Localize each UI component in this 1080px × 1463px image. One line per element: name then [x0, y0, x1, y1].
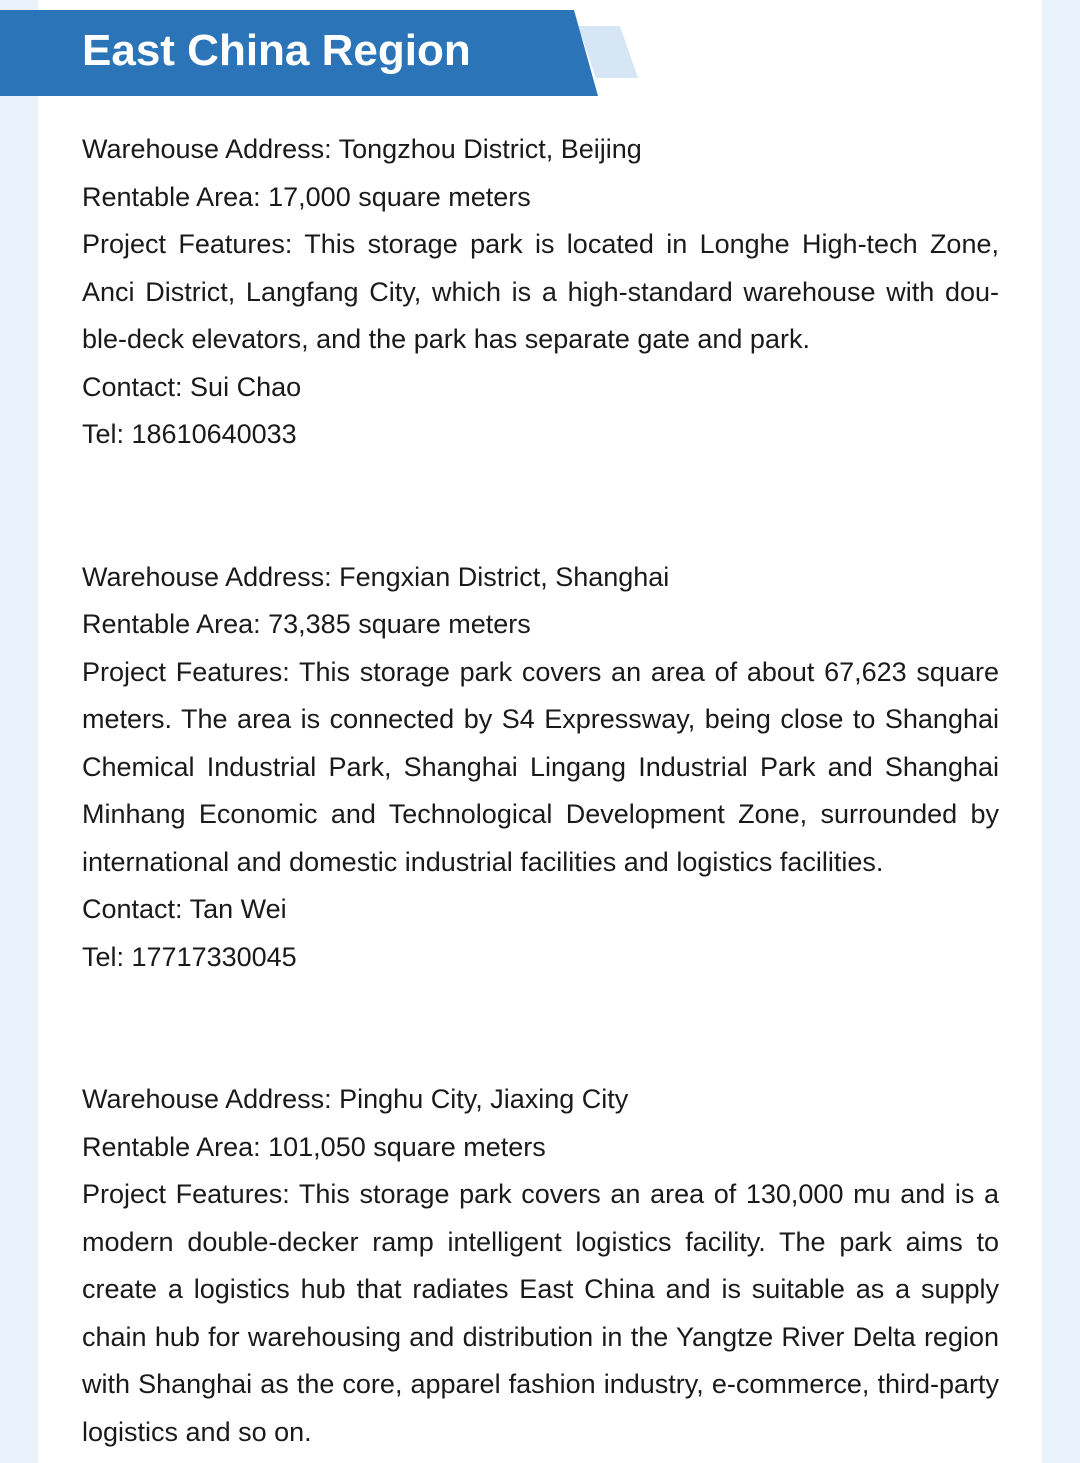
contact-name: Contact: Tan Wei	[82, 894, 287, 924]
warehouse-entry-beijing	[82, 126, 999, 459]
contact-name: Contact: Sui Chao	[82, 371, 302, 402]
left-side-panel	[0, 0, 38, 1463]
contact-tel: Tel: 18610640033	[82, 419, 297, 449]
warehouse-list	[82, 126, 999, 1456]
warehouse-address: Warehouse Address: Fengxian District, Shanghai	[82, 561, 670, 592]
rentable-area: Rentable Area: 17,000 square meters	[82, 181, 531, 212]
contact-tel: Tel: 17717330045	[82, 941, 297, 972]
rentable-area: Rentable Area: 73,385 square meters	[82, 609, 531, 639]
project-features: Project Features: This storage park is located in Longhe High-tech Zone, Anci District, Langfang City, which is a high-standard warehouse with double-deck elevators, and the park has separate gate and park.	[82, 229, 999, 354]
page-title: East China Region	[82, 26, 471, 75]
warehouse-address: Warehouse Address: Pinghu City, Jiaxing City	[82, 1084, 629, 1114]
warehouse-address: Warehouse Address: Tongzhou District, Beijing	[82, 134, 642, 164]
rentable-area: Rentable Area: 101,050 square meters	[82, 1131, 546, 1162]
project-features: Project Features: This storage park covers an area of about 67,623 square meters. The area is connected by S4 Expressway, being close to Shanghai Chemical Industrial Park, Shanghai Lingang Industrial Park and Shanghai Minhang Economic and Technological Development Zone, surrounded by international and domestic industrial facilities and logistics facilities.	[82, 656, 999, 877]
project-features: Project Features: This storage park covers an area of 130,000 mu and is a modern double-decker ramp intelligent logistics facility. The park aims to create a logistics hub that radiates East China and is suitable as a supply chain hub for warehousing and distribution in the Yangtze River Delta region with Shanghai as the core, apparel fashion industry, e-commerce, third-party logistics and so on.	[82, 1179, 999, 1447]
warehouse-entry-jiaxing	[82, 1076, 999, 1456]
section-banner	[0, 10, 640, 96]
warehouse-entry-shanghai	[82, 554, 999, 982]
right-side-panel	[1042, 0, 1080, 1463]
